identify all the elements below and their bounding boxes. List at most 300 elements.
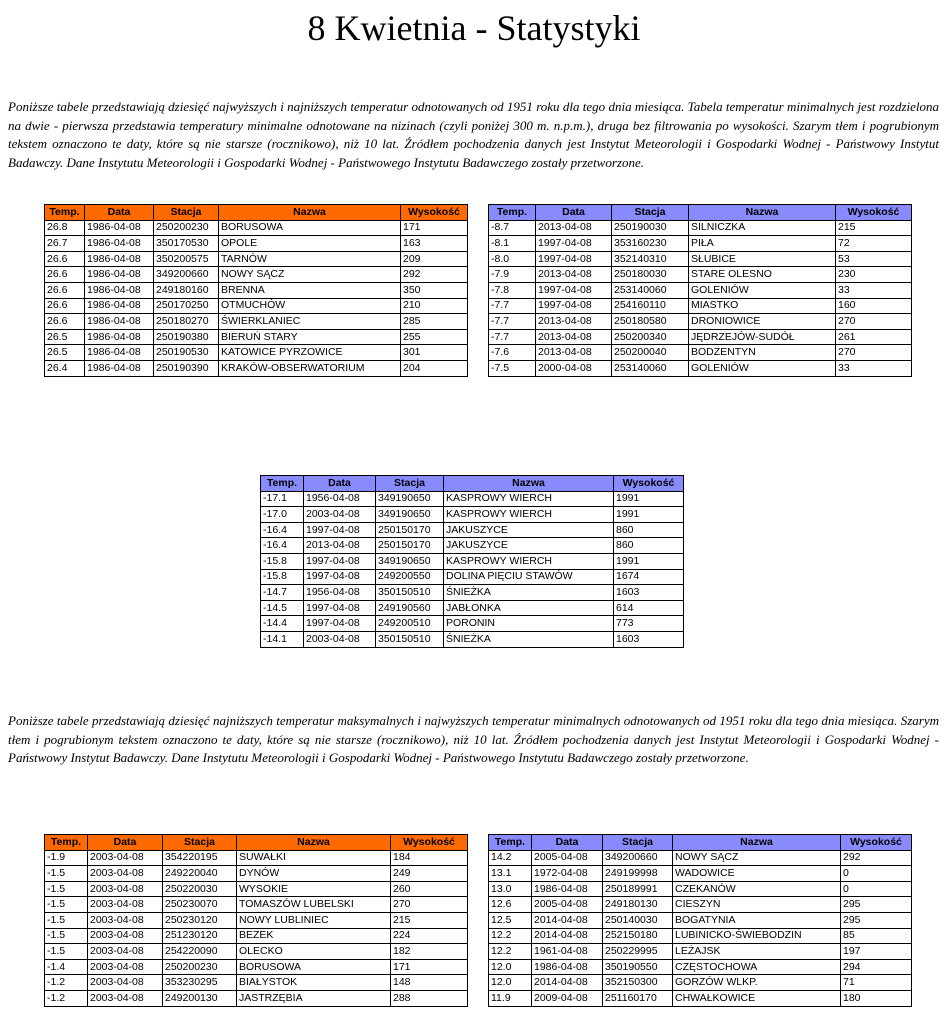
table-row	[489, 866, 912, 882]
column-header-name: Nazwa	[689, 205, 836, 221]
cell-name: ŚNIEŻKA	[444, 631, 614, 647]
cell-name: SILNICZKA	[689, 220, 836, 236]
cell-station: 254160110	[612, 298, 689, 314]
cell-station: 250230070	[163, 897, 237, 913]
cell-elevation: 292	[841, 850, 912, 866]
cell-elevation: 1991	[614, 507, 684, 523]
column-header-date: Data	[304, 476, 376, 492]
cell-station: 250170250	[154, 298, 219, 314]
cell-temp: 12.0	[489, 975, 532, 991]
cell-date: 2003-04-08	[88, 881, 163, 897]
cell-station: 249200550	[376, 569, 444, 585]
cell-name: BRENNA	[219, 282, 401, 298]
cell-date: 1986-04-08	[85, 251, 154, 267]
cell-temp: -1.5	[45, 912, 88, 928]
cell-date: 2009-04-08	[532, 990, 603, 1006]
column-header-elevation: Wysokość	[841, 835, 912, 851]
cell-name: CHWAŁKOWICE	[673, 990, 841, 1006]
cell-temp: -1.5	[45, 866, 88, 882]
cell-temp: 12.6	[489, 897, 532, 913]
cell-temp: -16.4	[261, 522, 304, 538]
column-header-date: Data	[532, 835, 603, 851]
cell-temp: -17.1	[261, 491, 304, 507]
cell-name: KASPROWY WIERCH	[444, 491, 614, 507]
cell-name: TOMASZÓW LUBELSKI	[237, 897, 391, 913]
cell-elevation: 71	[841, 975, 912, 991]
intro-paragraph-2: Poniższe tabele przedstawiają dziesięć najniższych temperatur maksymalnych i najwyższych temperatur minimalnych odnotowanych od 1951 roku dla tego dnia miesiąca. Szarym tłem i pogrubionym tekstem oznaczono te daty, które są nie starsze (rocznikowo), niż 10 lat. Źródłem pochodzenia danych jest Instytut Meteorologii i Gospodarki Wodnej - Państwowy Instytut Badawczy. Dane Instytutu Meteorologii i Gospodarki Wodnej - Państwowego Instytutu Badawczego zostały przetworzone.	[8, 713, 939, 766]
cell-station: 250150170	[376, 538, 444, 554]
cell-temp: 14.2	[489, 850, 532, 866]
cell-date: 2000-04-08	[536, 360, 612, 376]
cell-date: 2003-04-08	[88, 912, 163, 928]
table-row	[489, 959, 912, 975]
cell-date: 2003-04-08	[304, 631, 376, 647]
cell-station: 250140030	[603, 912, 673, 928]
cell-elevation: 171	[391, 959, 468, 975]
table-row	[489, 897, 912, 913]
cell-name: KASPROWY WIERCH	[444, 553, 614, 569]
cell-date: 2014-04-08	[532, 928, 603, 944]
cell-station: 250200230	[163, 959, 237, 975]
cell-elevation: 295	[841, 897, 912, 913]
cell-station: 349200660	[154, 267, 219, 283]
table-row	[261, 616, 684, 632]
cell-temp: -1.5	[45, 944, 88, 960]
cell-name: STARE OLESNO	[689, 267, 836, 283]
cell-name: BIERUŃ STARY	[219, 329, 401, 345]
cell-name: SUWAŁKI	[237, 850, 391, 866]
cell-temp: -7.8	[489, 282, 536, 298]
table-header-row	[489, 205, 912, 221]
cell-name: GOLENIÓW	[689, 282, 836, 298]
cell-elevation: 270	[836, 314, 912, 330]
cell-name: BEZEK	[237, 928, 391, 944]
cell-date: 2003-04-08	[88, 990, 163, 1006]
cell-name: LEŻAJSK	[673, 944, 841, 960]
table-row	[45, 897, 468, 913]
cell-station: 350170530	[154, 236, 219, 252]
cell-date: 2005-04-08	[532, 850, 603, 866]
column-header-date: Data	[536, 205, 612, 221]
cell-date: 2014-04-08	[532, 975, 603, 991]
cell-date: 2003-04-08	[88, 928, 163, 944]
cell-station: 350150510	[376, 631, 444, 647]
table-highest-max	[44, 204, 468, 377]
cell-name: GORZÓW WLKP.	[673, 975, 841, 991]
cell-station: 254220090	[163, 944, 237, 960]
cell-date: 2003-04-08	[88, 959, 163, 975]
cell-name: CIESZYN	[673, 897, 841, 913]
cell-name: GOLENIÓW	[689, 360, 836, 376]
cell-temp: 26.6	[45, 314, 85, 330]
column-header-elevation: Wysokość	[614, 476, 684, 492]
cell-station: 250190390	[154, 360, 219, 376]
cell-temp: 12.5	[489, 912, 532, 928]
cell-station: 250229995	[603, 944, 673, 960]
cell-station: 250220030	[163, 881, 237, 897]
column-header-name: Nazwa	[444, 476, 614, 492]
cell-date: 2013-04-08	[304, 538, 376, 554]
cell-station: 250150170	[376, 522, 444, 538]
cell-name: ŚNIEŻKA	[444, 585, 614, 601]
cell-temp: 26.7	[45, 236, 85, 252]
table-row	[261, 538, 684, 554]
cell-station: 350190550	[603, 959, 673, 975]
column-header-elevation: Wysokość	[836, 205, 912, 221]
column-header-elevation: Wysokość	[401, 205, 468, 221]
cell-elevation: 215	[836, 220, 912, 236]
cell-name: NOWY SĄCZ	[219, 267, 401, 283]
cell-date: 1986-04-08	[85, 314, 154, 330]
cell-station: 250200040	[612, 345, 689, 361]
cell-date: 2003-04-08	[88, 897, 163, 913]
cell-station: 249220040	[163, 866, 237, 882]
cell-station: 249200130	[163, 990, 237, 1006]
cell-name: LUBINICKO-ŚWIEBODZIN	[673, 928, 841, 944]
cell-temp: 13.1	[489, 866, 532, 882]
cell-date: 2003-04-08	[304, 507, 376, 523]
table-row	[261, 569, 684, 585]
table-highest-min	[488, 834, 912, 1007]
cell-date: 1956-04-08	[304, 491, 376, 507]
cell-temp: -15.8	[261, 569, 304, 585]
cell-name: CZEKANÓW	[673, 881, 841, 897]
cell-name: WADOWICE	[673, 866, 841, 882]
cell-temp: 26.6	[45, 282, 85, 298]
table-row	[45, 990, 468, 1006]
cell-elevation: 294	[841, 959, 912, 975]
cell-date: 2005-04-08	[532, 897, 603, 913]
cell-elevation: 33	[836, 282, 912, 298]
cell-temp: 26.5	[45, 329, 85, 345]
cell-elevation: 209	[401, 251, 468, 267]
cell-date: 2003-04-08	[88, 850, 163, 866]
cell-elevation: 0	[841, 881, 912, 897]
cell-elevation: 1991	[614, 553, 684, 569]
cell-elevation: 215	[391, 912, 468, 928]
cell-name: MIASTKO	[689, 298, 836, 314]
cell-station: 353160230	[612, 236, 689, 252]
cell-temp: 26.6	[45, 251, 85, 267]
table-row	[261, 585, 684, 601]
cell-elevation: 210	[401, 298, 468, 314]
cell-name: KASPROWY WIERCH	[444, 507, 614, 523]
cell-temp: -7.7	[489, 314, 536, 330]
cell-elevation: 182	[391, 944, 468, 960]
cell-name: BORUSOWA	[219, 220, 401, 236]
cell-date: 2003-04-08	[88, 975, 163, 991]
cell-station: 350150510	[376, 585, 444, 601]
cell-date: 1986-04-08	[85, 360, 154, 376]
cell-date: 1956-04-08	[304, 585, 376, 601]
cell-elevation: 85	[841, 928, 912, 944]
table-row	[489, 912, 912, 928]
cell-date: 1997-04-08	[304, 616, 376, 632]
cell-date: 1997-04-08	[304, 600, 376, 616]
table-row	[261, 553, 684, 569]
column-header-temp: Temp.	[261, 476, 304, 492]
cell-date: 1986-04-08	[85, 220, 154, 236]
cell-name: OLECKO	[237, 944, 391, 960]
table-row	[261, 600, 684, 616]
cell-date: 2013-04-08	[536, 267, 612, 283]
cell-station: 350200575	[154, 251, 219, 267]
cell-name: KATOWICE PYRZOWICE	[219, 345, 401, 361]
table-row	[45, 850, 468, 866]
table-row	[489, 345, 912, 361]
table-row	[45, 345, 468, 361]
cell-date: 1961-04-08	[532, 944, 603, 960]
cell-temp: -14.4	[261, 616, 304, 632]
cell-name: JABŁONKA	[444, 600, 614, 616]
cell-station: 353230295	[163, 975, 237, 991]
table-row	[45, 360, 468, 376]
cell-station: 349200660	[603, 850, 673, 866]
table-row	[45, 251, 468, 267]
cell-elevation: 261	[836, 329, 912, 345]
cell-station: 249190560	[376, 600, 444, 616]
cell-elevation: 295	[841, 912, 912, 928]
column-header-temp: Temp.	[45, 205, 85, 221]
cell-elevation: 171	[401, 220, 468, 236]
cell-date: 1997-04-08	[304, 553, 376, 569]
cell-temp: -8.7	[489, 220, 536, 236]
cell-elevation: 33	[836, 360, 912, 376]
cell-station: 250200340	[612, 329, 689, 345]
cell-station: 251230120	[163, 928, 237, 944]
column-header-station: Stacja	[612, 205, 689, 221]
table-row	[45, 881, 468, 897]
cell-name: CZĘSTOCHOWA	[673, 959, 841, 975]
column-header-station: Stacja	[163, 835, 237, 851]
cell-temp: -1.4	[45, 959, 88, 975]
table-row	[45, 912, 468, 928]
cell-elevation: 255	[401, 329, 468, 345]
table-row	[489, 236, 912, 252]
table-row	[45, 975, 468, 991]
cell-temp: 26.8	[45, 220, 85, 236]
cell-temp: 26.5	[45, 345, 85, 361]
cell-date: 1986-04-08	[85, 298, 154, 314]
cell-date: 1997-04-08	[304, 569, 376, 585]
cell-name: BOGATYNIA	[673, 912, 841, 928]
table-lowest-min-lowland	[488, 204, 912, 377]
cell-station: 352140310	[612, 251, 689, 267]
table-row	[489, 220, 912, 236]
cell-elevation: 148	[391, 975, 468, 991]
cell-temp: -7.7	[489, 329, 536, 345]
cell-temp: 13.0	[489, 881, 532, 897]
cell-elevation: 260	[391, 881, 468, 897]
cell-station: 352150300	[603, 975, 673, 991]
table-row	[261, 522, 684, 538]
cell-temp: 26.4	[45, 360, 85, 376]
cell-elevation: 350	[401, 282, 468, 298]
cell-name: DRONIOWICE	[689, 314, 836, 330]
cell-temp: -1.2	[45, 975, 88, 991]
column-header-name: Nazwa	[219, 205, 401, 221]
cell-temp: 12.0	[489, 959, 532, 975]
cell-temp: -7.9	[489, 267, 536, 283]
column-header-name: Nazwa	[673, 835, 841, 851]
cell-name: NOWY LUBLINIEC	[237, 912, 391, 928]
column-header-station: Stacja	[154, 205, 219, 221]
cell-date: 1986-04-08	[532, 881, 603, 897]
cell-name: PIŁA	[689, 236, 836, 252]
column-header-temp: Temp.	[45, 835, 88, 851]
table-row	[45, 329, 468, 345]
cell-name: SŁUBICE	[689, 251, 836, 267]
cell-station: 250200230	[154, 220, 219, 236]
cell-station: 253140060	[612, 282, 689, 298]
cell-temp: -7.7	[489, 298, 536, 314]
table-header-row	[261, 476, 684, 492]
table-row	[489, 944, 912, 960]
cell-temp: -8.0	[489, 251, 536, 267]
cell-elevation: 614	[614, 600, 684, 616]
column-header-temp: Temp.	[489, 205, 536, 221]
cell-date: 1997-04-08	[304, 522, 376, 538]
table-row	[45, 928, 468, 944]
cell-station: 249180130	[603, 897, 673, 913]
cell-elevation: 1674	[614, 569, 684, 585]
cell-elevation: 204	[401, 360, 468, 376]
cell-temp: 11.9	[489, 990, 532, 1006]
cell-temp: -1.5	[45, 881, 88, 897]
cell-date: 1986-04-08	[85, 267, 154, 283]
cell-elevation: 249	[391, 866, 468, 882]
cell-elevation: 72	[836, 236, 912, 252]
cell-temp: -1.9	[45, 850, 88, 866]
cell-elevation: 860	[614, 522, 684, 538]
cell-elevation: 285	[401, 314, 468, 330]
cell-temp: 26.6	[45, 267, 85, 283]
cell-station: 349190650	[376, 491, 444, 507]
column-header-date: Data	[85, 205, 154, 221]
cell-name: JASTRZĘBIA	[237, 990, 391, 1006]
table-row	[489, 990, 912, 1006]
cell-elevation: 230	[836, 267, 912, 283]
table-row	[489, 975, 912, 991]
cell-elevation: 53	[836, 251, 912, 267]
cell-date: 1997-04-08	[536, 236, 612, 252]
cell-temp: 12.2	[489, 944, 532, 960]
cell-elevation: 1603	[614, 585, 684, 601]
cell-station: 354220195	[163, 850, 237, 866]
cell-date: 2003-04-08	[88, 866, 163, 882]
cell-station: 250180030	[612, 267, 689, 283]
cell-elevation: 270	[836, 345, 912, 361]
cell-elevation: 270	[391, 897, 468, 913]
cell-temp: -1.2	[45, 990, 88, 1006]
cell-station: 252150180	[603, 928, 673, 944]
table-lowest-min-all	[260, 475, 684, 648]
page-title: 8 Kwietnia - Statystyki	[307, 8, 641, 48]
cell-name: DOLINA PIĘCIU STAWÓW	[444, 569, 614, 585]
cell-station: 251160170	[603, 990, 673, 1006]
cell-date: 2013-04-08	[536, 329, 612, 345]
cell-station: 249199998	[603, 866, 673, 882]
cell-name: BODZENTYN	[689, 345, 836, 361]
table-row	[45, 220, 468, 236]
cell-name: JAKUSZYCE	[444, 538, 614, 554]
cell-name: BORUSOWA	[237, 959, 391, 975]
cell-date: 1986-04-08	[532, 959, 603, 975]
cell-temp: -7.6	[489, 345, 536, 361]
cell-station: 249200510	[376, 616, 444, 632]
cell-elevation: 180	[841, 990, 912, 1006]
cell-temp: -16.4	[261, 538, 304, 554]
cell-station: 250180270	[154, 314, 219, 330]
column-header-station: Stacja	[603, 835, 673, 851]
cell-temp: 26.6	[45, 298, 85, 314]
table-row	[45, 314, 468, 330]
cell-temp: -17.0	[261, 507, 304, 523]
table-row	[45, 236, 468, 252]
table-row	[489, 360, 912, 376]
cell-temp: -1.5	[45, 897, 88, 913]
cell-name: PORONIN	[444, 616, 614, 632]
intro-paragraph-1: Poniższe tabele przedstawiają dziesięć najwyższych i najniższych temperatur odnotowanych od 1951 roku dla tego dnia miesiąca. Tabela temperatur minimalnych jest rozdzielona na dwie - pierwsza przedstawia temperatury minimalne odnotowane na nizinach (czyli poniżej 300 m. n.p.m.), druga bez filtrowania po wysokości. Szarym tłem i pogrubionym tekstem oznaczono te daty, które są nie starsze (rocznikowo), niż 10 lat. Źródłem pochodzenia danych jest Instytut Meteorologii i Gospodarki Wodnej - Państwowy Instytut Badawczy. Dane Instytutu Meteorologii i Gospodarki Wodnej - Państwowego Instytutu Badawczego zostały przetworzone.	[8, 99, 939, 170]
cell-name: NOWY SĄCZ	[673, 850, 841, 866]
cell-elevation: 0	[841, 866, 912, 882]
table-header-row	[489, 835, 912, 851]
table-row	[261, 491, 684, 507]
table-row	[45, 282, 468, 298]
cell-date: 1997-04-08	[536, 298, 612, 314]
cell-date: 1972-04-08	[532, 866, 603, 882]
cell-station: 349190650	[376, 553, 444, 569]
cell-station: 250190030	[612, 220, 689, 236]
cell-name: JĘDRZEJÓW-SUDÓŁ	[689, 329, 836, 345]
cell-date: 1997-04-08	[536, 251, 612, 267]
cell-station: 253140060	[612, 360, 689, 376]
cell-station: 250180580	[612, 314, 689, 330]
cell-elevation: 197	[841, 944, 912, 960]
table-row	[261, 507, 684, 523]
cell-date: 1986-04-08	[85, 236, 154, 252]
cell-date: 2014-04-08	[532, 912, 603, 928]
table-row	[45, 298, 468, 314]
cell-elevation: 288	[391, 990, 468, 1006]
cell-date: 2013-04-08	[536, 220, 612, 236]
table-header-row	[45, 835, 468, 851]
cell-name: TARNÓW	[219, 251, 401, 267]
table-lowest-max	[44, 834, 468, 1007]
cell-station: 349190650	[376, 507, 444, 523]
cell-date: 1997-04-08	[536, 282, 612, 298]
cell-date: 1986-04-08	[85, 282, 154, 298]
table-row	[489, 881, 912, 897]
cell-elevation: 1991	[614, 491, 684, 507]
table-row	[489, 282, 912, 298]
column-header-elevation: Wysokość	[391, 835, 468, 851]
cell-temp: -14.1	[261, 631, 304, 647]
cell-name: BIAŁYSTOK	[237, 975, 391, 991]
cell-name: ŚWIERKLANIEC	[219, 314, 401, 330]
cell-name: KRAKÓW-OBSERWATORIUM	[219, 360, 401, 376]
column-header-name: Nazwa	[237, 835, 391, 851]
table-row	[45, 267, 468, 283]
table-row	[489, 267, 912, 283]
cell-name: OPOLE	[219, 236, 401, 252]
cell-station: 249180160	[154, 282, 219, 298]
cell-elevation: 292	[401, 267, 468, 283]
cell-date: 1986-04-08	[85, 329, 154, 345]
cell-temp: -8.1	[489, 236, 536, 252]
table-row	[489, 329, 912, 345]
table-header-row	[45, 205, 468, 221]
